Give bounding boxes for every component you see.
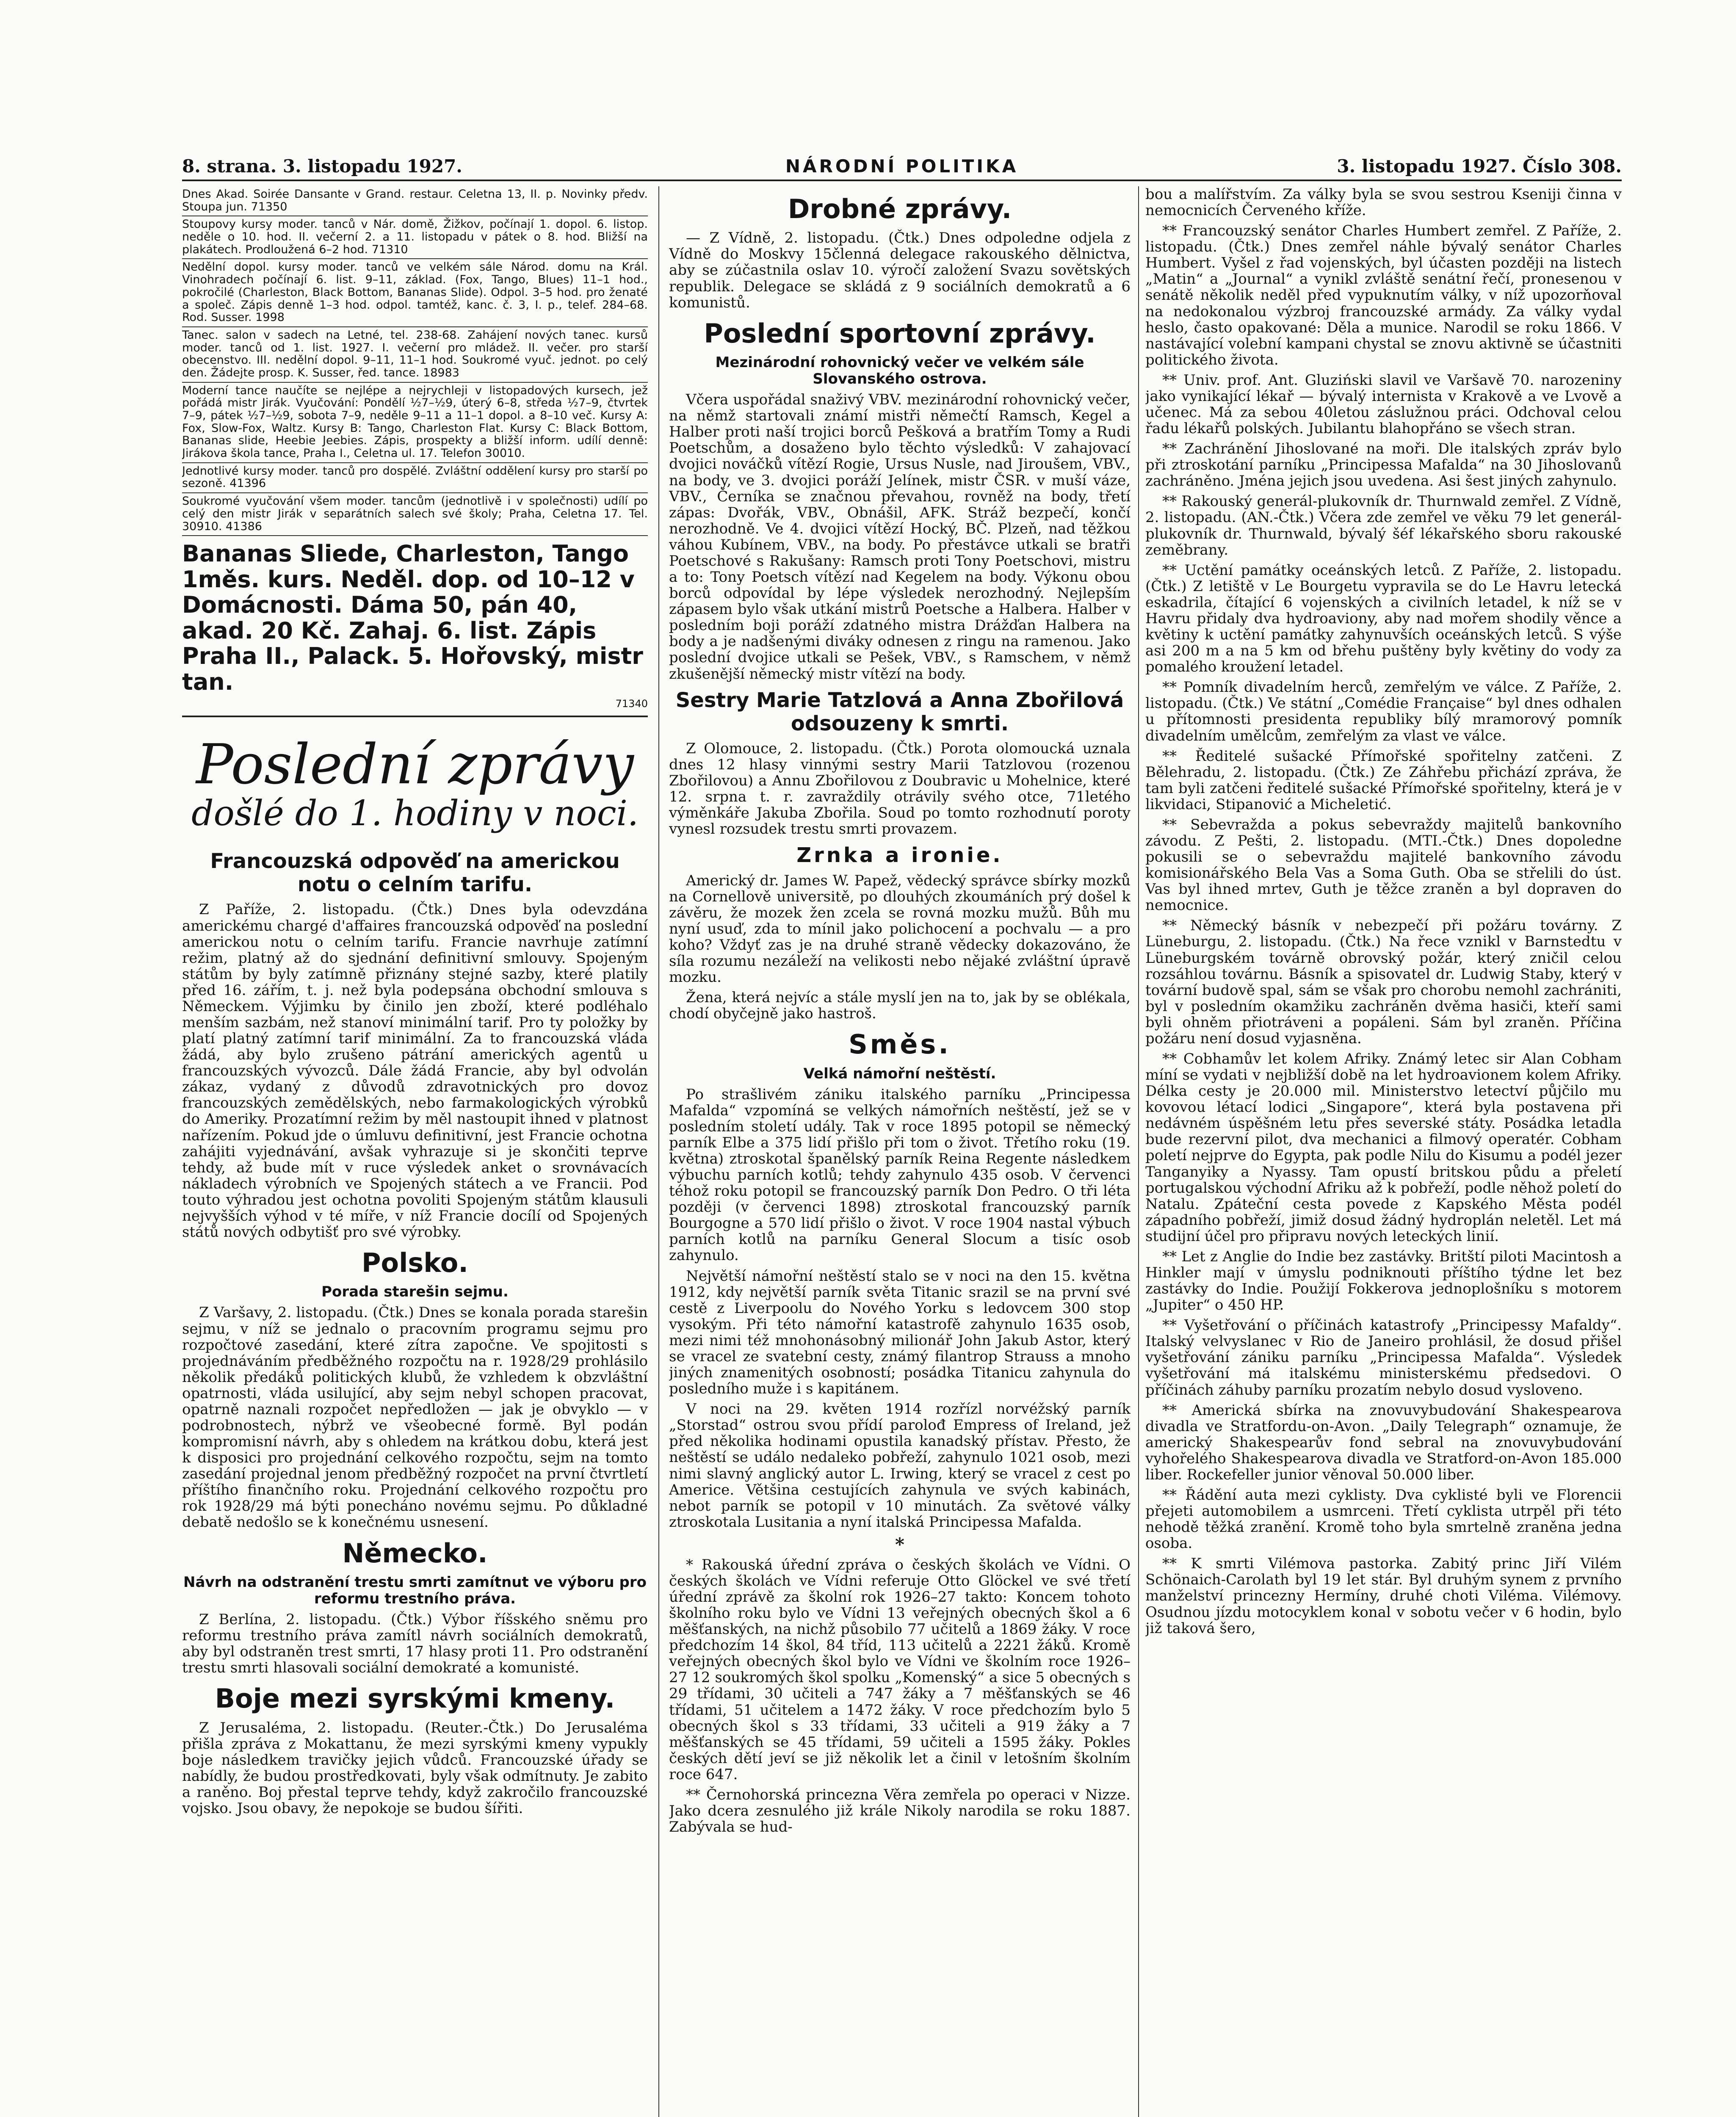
- header-issue-right: 3. listopadu 1927. Číslo 308.: [1337, 156, 1622, 177]
- column-divider: [1138, 186, 1139, 2117]
- subhead-germany: Návrh na odstranění trestu smrti zamítnut ve výboru pro reformu trestního práva.: [183, 1573, 647, 1607]
- headline-germany: Německo.: [342, 1537, 488, 1569]
- section-star: *: [895, 1534, 904, 1555]
- page-header: [182, 153, 1622, 179]
- article-paragraph: ** Černohorská princezna Věra zemřela po operaci v Nizze. Jako dcera zesnulého již krále Nikoly narodila se roku 1887. Zabývala se hud-: [669, 1786, 1131, 1836]
- article-paragraph: Největší námořní neštěstí stalo se v noci na den 15. května 1912, kdy největší parník světa Titanic srazil se na první své cestě z Liverpoolu do Nového Yorku s ledovcem 300 stop vysokým. Při této námořní katastrofě zahynulo 1635 osob, mezi nimi též mnohonásobný milionář John Jakub Astor, který se vracel ze svatební cesty, známý filantrop Strauss a mnoho jiných znamenitých osobností; posádka Titanicu zahynula do posledního muže i s kapitánem.: [669, 1267, 1131, 1398]
- ad-item: Jednotlivé kursy moder. tanců pro dospělé. Zvláštní oddělení kursy pro starší po sezoně. 41396: [182, 463, 648, 493]
- article-paragraph: ** Řádění auta mezi cyklisty. Dva cyklisté byli ve Florencii přejeti automobilem a usmrceni. Třetí cyklista utrpěl při této nehodě těžká zranění. Kromě toho byla smrtelně zraněna jedna osoba.: [1145, 1487, 1622, 1552]
- article-paragraph: Z Berlína, 2. listopadu. (Čtk.) Výbor říšského sněmu pro reformu trestního práva zamítl návrh sociálních demokratů, aby byl odstraněn trest smrti, 17 hlasy proti 11. Pro odstranění trestu smrti hlasovali sociální demokraté a komunisté.: [182, 1611, 648, 1677]
- subhead-poland: Porada starešin sejmu.: [321, 1283, 509, 1301]
- subhead-smes: Velká námořní neštěstí.: [803, 1065, 996, 1082]
- article-paragraph: ** Zachránění Jihoslované na moři. Dle italských zpráv bylo při ztroskotání parníku „Principessa Mafalda“ na 30 Jihoslovanů zachráněno. Jména jejich jsou uvedena. Asi šest jiných zahynulo.: [1145, 440, 1622, 490]
- column-2: [669, 186, 1131, 2117]
- big-ad: Bananas Sliede, Charleston, Tango 1měs. kurs. Neděl. dop. od 10–12 v Domácnosti. Dáma 50, pán 40, akad. 20 Kč. Zahaj. 6. list. Zápis Praha II., Palack. 5. Hořovský, mistr tan.: [182, 540, 643, 695]
- article-paragraph: * Rakouská úřední zpráva o českých školách ve Vídni. O českých školách ve Vídni referuje Otto Glöckel ve své třetí úřední zprávě za školní rok 1926–27 takto: Koncem tohoto školního roku bylo ve Vídni 13 veřejných obecných škol a 6 měšťanských, na nichž působilo 77 učitelů a 1869 žáky. V roce předchozím 14 škol, 84 tříd, 113 učitelů a 2221 žáků. Kromě veřejných obecných škol bylo ve Vídni ve školním roce 1926–27 12 soukromých škol spolku „Komenský“ a sice 5 obecných s 29 třídami, 30 učiteli a 747 žáky a 7 měšťanských se 46 třídami, 51 učitelem a 1472 žáky. V roce předchozím bylo 5 obecných škol s 33 třídami, 33 učiteli a 919 žáky a 7 měšťanských se 45 třídami, 59 učiteli a 1595 žáky. Pokles českých dětí jeví se již několik let a činil v letošním školním roce 647.: [669, 1556, 1131, 1783]
- headline-france: Francouzská odpověď na americkou notu o celním tarifu.: [210, 849, 620, 897]
- header-rule: [182, 180, 1622, 181]
- article-paragraph: Z Olomouce, 2. listopadu. (Čtk.) Porota olomoucká uznala dnes 12 hlasy vinnými sestry Marii Tatzlovou (rozenou Zbořilovou) a Annu Zbořilovou z Doubravic u Mohelnice, které 12. srpna t. r. zavraždily otrávily svého otce, 71letého výměnkáře Jakuba Zbořila. Soud po tomto rozhodnutí poroty vynesl rozsudek trestu smrti provazem.: [669, 740, 1131, 838]
- subhead-sport: Mezinárodní rohovnický večer ve velkém sále Slovanského ostrova.: [715, 354, 1084, 388]
- column-1: [182, 186, 648, 2117]
- article-paragraph: ** Sebevražda a pokus sebevraždy majitelů bankovního závodu. Z Pešti, 2. listopadu. (MTI.-Čtk.) Dnes dopoledne pokusili se o sebevraždu majitelé bankovního závodu komisionářského Bela Vas a Soma Guth. Oba se střelili do úst. Vas byl ihned mrtev, Guth je těžce zraněn a byl dopraven do nemocnice.: [1145, 816, 1622, 914]
- article-paragraph: ** K smrti Vilémova pastorka. Zabitý princ Jiří Vilém Schönaich-Carolath byl 19 let stár. Byl druhým synem z prvního manželství princezny Hermíny, druhé choti Viléma. Vilémovy. Osudnou jízdu motocyklem konal v sobotu večer v 6 hodin, bylo již taková šero,: [1145, 1555, 1622, 1637]
- ad-item: Moderní tance naučíte se nejlépe a nejrychleji v listopadových kursech, jež pořádá mistr Jirák. Vyučování: Pondělí ½7–½9, úterý 6–8, středa ½7–9, čtvrtek 7–9, pátek ½7–½9, sobota 7–9, neděle 9–11 a 11–1 dopol. a 8–10 več. Kursy A: Fox, Slow-Fox, Waltz. Kursy B: Tango, Charleston Flat. Kursy C: Black Bottom, Bananas slide, Heebie Jeebies. Zápis, prospekty a bližší inform. udílí denně: Jirákova škola tance, Praha I., Celetna ul. 17. Telefon 30010.: [182, 383, 648, 463]
- masthead-title: NÁRODNÍ POLITIKA: [785, 156, 1019, 177]
- headline-poland: Polsko.: [362, 1247, 468, 1279]
- article-paragraph: ** Uctění památky oceánských letců. Z Paříže, 2. listopadu. (Čtk.) Z letiště v Le Bourgetu vypravila se do Le Havru letecká eskadrila, čítající 6 vojenských a civilních letadel, k níž se v Havru přidaly dva hydroaviony, aby nad mořem shodily věnce a květiny k uctění památky zahynuvších oceánských letců. S výše asi 200 m a na 5 km od břehu puštěny byly květiny do vody za pomalého kroužení letadel.: [1145, 561, 1622, 676]
- article-paragraph: V noci na 29. květen 1914 rozřízl norvéžský parník „Storstad“ ostrou svou přídí parolođ Empress of Ireland, jež před několika hodinami opustila kanadský přístav. Přesto, že neštěstí se událo nedaleko pobřeží, zahynulo 1021 osob, mezi nimi slavný anglický autor L. Irwing, který se vracel z cest po Americe. Většina cestujících zahynula ve svých kabinách, nebot parník se potopil v 10 minutách. Za světové války ztroskotala Lusitania a nyní italská Principessa Mafalda.: [669, 1401, 1131, 1531]
- article-paragraph: ** Vyšetřování o příčinách katastrofy „Principessy Mafaldy“. Italský velvyslanec v Rio de Janeiro prohlásil, že dosud přišel vyšetřování zániku parníku „Principessa Mafalda“. Výsledek vyšetřování má italskému ministerskému předsedovi. O příčinách záhuby parníku prozatím nebylo dosud vysloveno.: [1145, 1317, 1622, 1398]
- article-paragraph: Z Varšavy, 2. listopadu. (Čtk.) Dnes se konala porada starešin sejmu, v níž se jednalo o pracovním programu sejmu pro rozpočtové zasedání, které zítra započne. Ve spojitosti s projednáváním předběžného rozpočtu na r. 1928/29 prohlásilo několik předáků politických klubů, že vzhledem k obzvláštní opatrnosti, vláda usilující, aby sejm nebyl schopen pracovat, opatrně naznali rozpočet nepředložen — jak je obvyklo — v podrobnostech, nýbrž ve všeobecné formě. Byl podán kompromisní návrh, aby s ohledem na krátkou dobu, která jest k disposici pro projednání celkového rozpočtu, sejm na tomto zasedání projednal jenom předběžný rozpočet na první čtvrtletí příštího finančního roku. Projednání celkového rozpočtu pro rok 1928/29 má býti ponecháno novému sejmu. Po důkladné debatě nedošlo se k konečnému usnesení.: [182, 1304, 648, 1531]
- article-paragraph: ** Francouzský senátor Charles Humbert zemřel. Z Paříže, 2. listopadu. (Čtk.) Dnes zemřel náhle bývalý senátor Charles Humbert. Vyšel z řad vojenských, byl účasten později na listech „Matin“ a „Journal“ a vynikl zvláště senátní řečí, pronesenou v senátě několik neděl před vypuknutím války, v níž upozorňoval na nedokonalou výzbroj francouzské armády. Za války vydal heslo, často opakované: Děla a munice. Narodil se roku 1866. V nastávající volební kampani chystal se znovu aktivně se účastniti politického života.: [1145, 222, 1622, 368]
- article-paragraph: Žena, která nejvíc a stále myslí jen na to, jak by se oblékala, chodí obyčejně jako hastroš.: [669, 989, 1131, 1023]
- banner-subtitle: došlé do 1. hodiny v noci.: [191, 793, 639, 834]
- article-paragraph: ** Americká sbírka na znovuvybudování Shakespearova divadla ve Stratfordu-on-Avon. „Daily Telegraph“ oznamuje, že americký Shakespearův fond sebral na znovuvybudování vyhořelého Shakespearova divadla ve Stratford-on-Avon 185.000 liber. Rockefeller junior věnoval 50.000 liber.: [1145, 1401, 1622, 1483]
- article-paragraph: ** Německý básník v nebezpečí při požáru továrny. Z Lüneburgu, 2. listopadu. (Čtk.) Na řece vznikl v Barnstedtu v Lüneburgském továrně obrovský požár, který zničil celou rozsáhlou továrnu. Básník a spisovatel dr. Ludwig Staby, který v tovární budově spal, sám se však pro chorobu nemohl zachrániti, byl v posledním okamžiku zachráněn dvěma hasiči, kteří sami byli ohněm přiotráveni a popáleni. Sám byl zraněn. Příčina požáru není dosud vyjasněna.: [1145, 917, 1622, 1047]
- ad-item: Nedělní dopol. kursy moder. tanců ve velkém sále Národ. domu na Král. Vinohradech počínají 6. list. 9–11, základ. (Fox, Tango, Blues) 11–1 hod., pokročilé (Charleston, Black Bottom, Bananas Slide). Odpol. 3–5 hod. pro ženaté a společ. Zápis denně 1–3 hod. odpol. tamtéž, kanc. č. 3, I. p., telef. 284–68. Rod. Susser. 1998: [182, 259, 648, 327]
- column-3: [1145, 186, 1622, 2117]
- headline-sestry: Sestry Marie Tatzlová a Anna Zbořilová odsouzeny k smrti.: [675, 688, 1124, 735]
- article-paragraph: Z Jerusaléma, 2. listopadu. (Reuter.-Čtk.) Do Jerusaléma přišla zpráva z Mokattanu, že mezi syrskými kmeny vypukly boje následkem travičky jejich vůdců. Francouzské úřady se nabídly, že budou prostředkovati, byly však odmítnuty. Je zabito a raněno. Boj přestal teprve tehdy, když zakročilo francouzské vojsko. Jsou obavy, že nepokoje se budou šířiti.: [182, 1719, 648, 1817]
- article-paragraph: bou a malířstvím. Za války byla se svou sestrou Kseniji činna v nemocnicích Červeného kříže.: [1145, 186, 1622, 219]
- headline-sport: Poslední sportovní zprávy.: [704, 318, 1096, 349]
- ad-item: Soukromé vyučování všem moder. tancům (jednotlivě i v společnosti) udílí po celý den mistr Jirák v separátních salech své školy; Praha, Celetna 17. Tel. 30910. 41386: [182, 493, 648, 536]
- article-paragraph: ** Rakouský generál-plukovník dr. Thurnwald zemřel. Z Vídně, 2. listopadu. (AN.-Čtk.) Včera zde zemřel ve věku 79 let generál-plukovník dr. Thurnwald, bývalý šéf lékařského sboru rakouské zeměbrany.: [1145, 493, 1622, 558]
- headline-ironie: Zrnka a ironie.: [796, 843, 1003, 868]
- header-date-left: 8. strana. 3. listopadu 1927.: [182, 156, 462, 177]
- banner-title: Poslední zprávy: [196, 732, 634, 796]
- article-paragraph: Včera uspořádal snaživý VBV. mezinárodní rohovnický večer, na němž startovali známí mistři němečtí Ramsch, Kegel a Halber proti naší trojici borců Pešková a bratřím Tomy a Rudi Poetschům, a dosaženo bylo těchto výsledků: V zahajovací dvojici nováčků vítězí Rogie, Ursus Nusle, nad Jiroušem, VBV., na body, ve 3. dvojici poráží Jelínek, mistr ČSR. v muší váze, VBV., Černíka se značnou převahou, rovněž na body, třetí zápas: Dvořák, VBV., Obnášil, AFK. Stráž bezpečí, končí nerozhodně. Ve 4. dvojici vítězí Hocký, BČ. Plzeň, nad těžkou váhou Kubínem, VBV., na body. Po přestávce utkali se bratři Poetschové s Rakušany: Ramsch proti Tony Poetschovi, mistru a to: Tony Poetsch vítězí nad Kegelem na body. Výkonu obou borců odpovídal by lépe výsledek nerozhodný. Nejlepším zápasem bylo však utkání mistrů Poetsche a Halbera. Halber v posledním boji poráží zdatného mistra Drážďan Halbera na body a je nadšenými diváky odnesen z ringu na ramenou. Jako poslední dvojice utkali se Pešek, VBV., s Ramschem, v němž zkušenější německý mistr vítězí na body.: [669, 391, 1131, 683]
- article-paragraph: ** Univ. prof. Ant. Gluziński slavil ve Varšavě 70. narozeniny jako vynikající lékař — bývalý internista v Krakově a ve Lvově a učenec. Má za sebou 40letou záslužnou práci. Odchoval celou řadu lékařů polských. Jubilantu blahopřáno se všech stran.: [1145, 371, 1622, 437]
- article-paragraph: ** Pomník divadelním herců, zemřelým ve válce. Z Paříže, 2. listopadu. (Čtk.) Ve státní „Comédie Française“ byl dnes odhalen u přítomnosti presidenta republiky bílý mramorový pomník divadelním umělcům, zemřelým za vlast ve válce.: [1145, 679, 1622, 744]
- column-divider: [658, 186, 659, 2117]
- article-paragraph: Po strašlivém zániku italského parníku „Principessa Mafalda“ vzpomíná se velkých námořních neštěstí, jež se v posledním století udály. Tak v roce 1895 potopil se německý parník Elbe a 375 lidí přišlo při tom o život. Třetího roku (19. května) ztroskotal španělský parník Reina Regente následkem výbuchu parních kotlů; tehdy zahynulo 435 osob. V červenci téhož roku potopil se francouzský parník Don Pedro. O tři léta později (v červenci 1898) ztroskotal francouzský parník Bourgogne a 570 lidí přišlo o život. V roce 1904 nastal výbuch parních kotlů na parníku General Slocum a tisíc osob zahynulo.: [669, 1086, 1131, 1264]
- headline-syria: Boje mezi syrskými kmeny.: [215, 1683, 615, 1714]
- headline-smes: Směs.: [849, 1029, 951, 1060]
- section-rule: [182, 716, 648, 717]
- article-paragraph: ** Ředitelé sušacké Přímořské spořitelny zatčeni. Z Bělehradu, 2. listopadu. (Čtk.) Ze Záhřebu přichází zpráva, že tam byli zatčeni ředitelé sušacké Přímořské spořitelny, která je v likvidaci, Stipanović a Micheletić.: [1145, 747, 1622, 813]
- ad-item: Dnes Akad. Soirée Dansante v Grand. restaur. Celetna 13, II. p. Novinky předv. Stoupa jun. 71350: [182, 186, 648, 216]
- article-paragraph: Z Paříže, 2. listopadu. (Čtk.) Dnes byla odevzdána americkému chargé d'affaires francouzská odpověď na poslední americkou notu o celním tarifu. Francie navrhuje zatímní režim, platný až do sjednání definitivní smlouvy. Spojeným státům by byly zatímně přiznány stejné sazby, které platily před 16. zářím, t. j. než byla podepsána obchodní smlouva s Německem. Výjimku by činilo jen zboží, které podléhalo menším sazbám, než stanoví minimální tarif. Pro ty položky by platí platný zatímní tarif minimální. Za to francouzská vláda žádá, aby bylo zrušeno pátrání amerických agentů u francouzských vývozců. Dále žádá Francie, aby byl odvolán zákaz, vydaný z důvodů zdravotnických pro dovoz francouzských zemědělských, nebo farmakologických výrobků do Ameriky. Prozatímní režim by měl nastoupit ihned v platnost nařízením. Pokud jde o úmluvu definitivní, jest Francie ochotna zahájiti vyjednávání, avšak vyhrazuje si je skončiti teprve tehdy, až bude mít v ruce výsledek anket o srovnávacích nákladech výrobních ve Spojených státech a ve Francii. Pod touto výhradou jest ochotna povoliti Spojeným státům klausuli nejvyšších výhod v té míře, v níž Francie docílí od Spojených států nových odbytišť pro své výrobky.: [182, 901, 648, 1241]
- article-paragraph: — Z Vídně, 2. listopadu. (Čtk.) Dnes odpoledne odjela z Vídně do Moskvy 15členná delegace rakouského dělnictva, aby se zúčastnila oslav 10. výročí založení Svazu sovětských republik. Delegace se skládá z 9 sociálních demokratů a 6 komunistů.: [669, 229, 1131, 311]
- headline-drobne: Drobné zprávy.: [788, 193, 1012, 224]
- ad-item: Tanec. salon v sadech na Letné, tel. 238-68. Zahájení nových tanec. kursů moder. tanců od 1. list. 1927. I. večerní pro mládež. II. večer. pro starší obecenstvo. III. nedělní dopol. 9–11, 11–1 hod. Soukromé vyuč. jednot. po celý den. Žádejte prosp. K. Susser, řed. tance. 18983: [182, 327, 648, 383]
- article-paragraph: ** Let z Anglie do Indie bez zastávky. Britští piloti Macintosh a Hinkler mají v úmyslu podniknouti příštího týdne let bez zastávky do Indie. Použijí Fokkerova jednoplošníku s motorem „Jupiter“ o 450 HP.: [1145, 1248, 1622, 1314]
- article-paragraph: ** Cobhamův let kolem Afriky. Známý letec sir Alan Cobham míní se vydati v nejbližší době na let hydroavionem kolem Afriky. Délka cesty je 20.000 mil. Ministerstvo letectví půjčilo mu kovovou létací lodici „Singapore“, která byla postavena při nedávném úspěšném letu přes severské státy. Posádka letadla bude rezervní pilot, dva mechanici a filmový operatér. Cobham poletí nejprve do Egypta, pak podle Nilu do Kisumu a podél jezer Tanganyiky a Nyassy. Tam opustí britskou půdu a přeletí portugalskou východní Afriku až k pobřeží, podle něhož poletí do Natalu. Zpáteční cesta povede z Kapského Města podél západního pobřeží, jimiž dosud žádný hydroplán neletěl. Let má studijní účel pro připravu nových leteckých linií.: [1145, 1050, 1622, 1245]
- big-ad-number: 71340: [615, 698, 648, 710]
- article-paragraph: Americký dr. James W. Papež, vědecký správce sbírky mozků na Cornellově universitě, po dlouhých zkoumáních prý došel k závěru, že mozek žen zcela se rovná mozku mužů. Bůh mu nyní usuď, zda to mínil jako polichocení a pochvalu — a pro koho? Vždyť zas je na druhé straně vědecky dokazováno, že síla rozumu nezáleží na velikosti nebo nějaké zvláštní úpravě mozku.: [669, 872, 1131, 986]
- ad-item: Stoupovy kursy moder. tanců v Nár. domě, Žižkov, počínají 1. dopol. 6. listop. neděle o 10. hod. II. večerní 2. a 11. listopadu v pátek o 8. hod. Bližší na plakátech. Prodloužená 6–2 hod. 71310: [182, 216, 648, 259]
